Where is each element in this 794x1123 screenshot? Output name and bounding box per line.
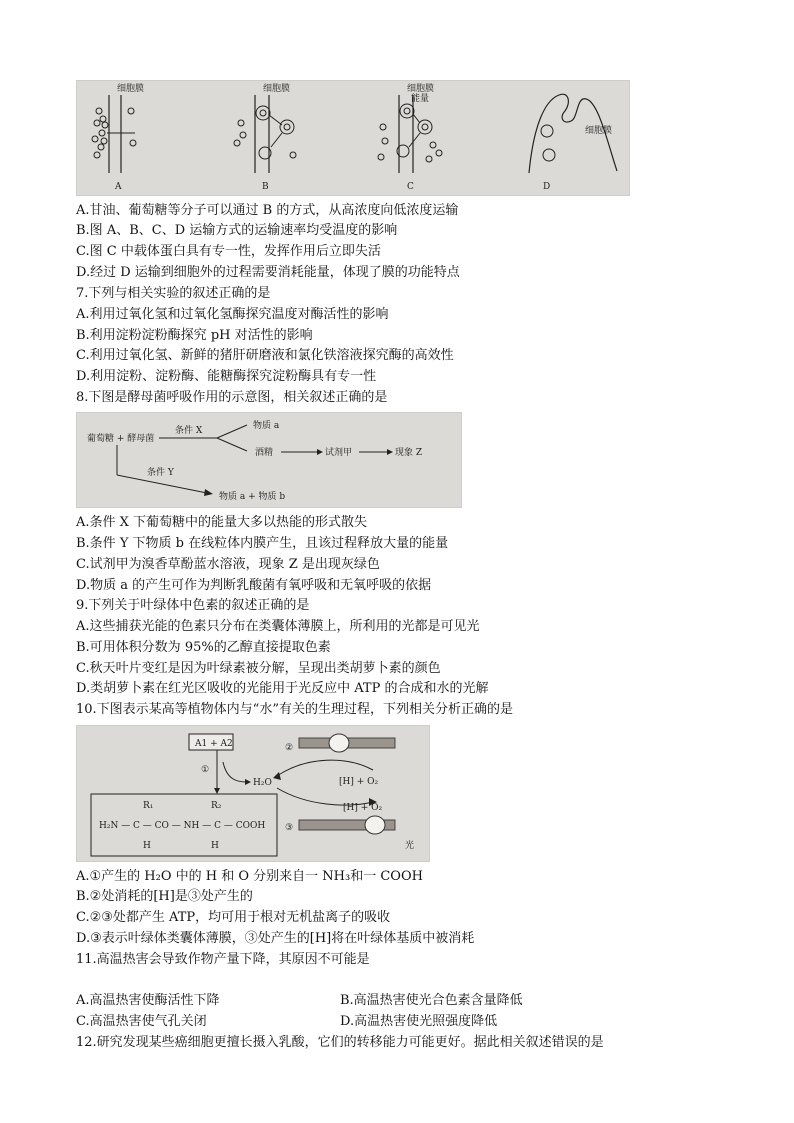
cond-x-label: 条件 X bbox=[175, 426, 203, 436]
panel-label-c: C bbox=[407, 182, 414, 192]
peptide-formula: H₂N — C — CO — NH — C — COOH bbox=[99, 821, 266, 831]
q7-option-b: B.利用淀粉淀粉酶探究 pH 对活性的影响 bbox=[76, 328, 313, 343]
q8-option-d: D.物质 a 的产生可作为判断乳酸菌有氧呼吸和无氧呼吸的依据 bbox=[76, 578, 432, 593]
q10-stem: 10.下图表示某高等植物体内与“水”有关的生理过程，下列相关分析正确的是 bbox=[76, 702, 513, 717]
q10-option-a: A.①产生的 H₂O 中的 H 和 O 分别来自一 NH₃和一 COOH bbox=[76, 869, 423, 884]
q9-option-b: B.可用体积分数为 95%的乙醇直接提取色素 bbox=[76, 640, 331, 655]
q11-option-c: C.高温热害使气孔关闭 bbox=[76, 1014, 207, 1029]
membrane-transport-drawing bbox=[77, 81, 629, 195]
q7-option-c: C.利用过氧化氢、新鲜的猪肝研磨液和氯化铁溶液探究酶的高效性 bbox=[76, 348, 454, 363]
q11-stem: 11.高温热害会导致作物产量下降，其原因不可能是 bbox=[76, 952, 370, 967]
start-label: 葡萄糖 + 酵母菌 bbox=[87, 434, 155, 444]
membrane-label-d: 细胞膜 bbox=[585, 126, 613, 136]
circle-2-label: ② bbox=[285, 743, 294, 753]
phenomenon-label: 现象 Z bbox=[395, 448, 423, 458]
panel-label-d: D bbox=[543, 182, 551, 192]
q8-stem: 8.下图是酵母菌呼吸作用的示意图，相关叙述正确的是 bbox=[76, 390, 388, 405]
hplus-bottom-label: [H] + O₂ bbox=[343, 803, 383, 813]
q8-option-b: B.条件 Y 下物质 b 在线粒体内膜产生，且该过程释放大量的能量 bbox=[76, 536, 449, 551]
q11-option-d: D.高温热害使光照强度降低 bbox=[340, 1014, 498, 1029]
q7-option-a: A.利用过氧化氢和过氧化氢酶探究温度对酶活性的影响 bbox=[76, 307, 389, 322]
q9-stem: 9.下列关于叶绿体中色素的叙述正确的是 bbox=[76, 598, 310, 613]
q9-option-d: D.类胡萝卜素在红光区吸收的光能用于光反应中 ATP 的合成和水的光解 bbox=[76, 681, 489, 696]
energy-label: 能量 bbox=[411, 94, 430, 104]
box-label: A1 + A2 bbox=[195, 739, 233, 749]
h-left-label: H bbox=[143, 841, 151, 851]
q6-option-b: B.图 A、B、C、D 运输方式的运输速率均受温度的影响 bbox=[76, 223, 398, 238]
q8-option-c: C.试剂甲为溴香草酚蓝水溶液，现象 Z 是出现灰绿色 bbox=[76, 557, 380, 572]
light-label: 光 bbox=[405, 841, 415, 851]
yeast-respiration-figure bbox=[76, 412, 462, 508]
q7-stem: 7.下列与相关实验的叙述正确的是 bbox=[76, 286, 271, 301]
q11-option-a: A.高温热害使酶活性下降 bbox=[76, 993, 220, 1008]
water-process-figure bbox=[76, 725, 430, 862]
panel-label-a: A bbox=[115, 182, 122, 192]
q6-option-c: C.图 C 中载体蛋白具有专一性，发挥作用后立即失活 bbox=[76, 244, 381, 259]
hplus-top-label: [H] + O₂ bbox=[339, 777, 379, 787]
alcohol-label: 酒精 bbox=[255, 448, 274, 458]
reagent-label: 试剂甲 bbox=[325, 448, 353, 458]
cond-y-label: 条件 Y bbox=[147, 468, 174, 478]
q10-option-c: C.②③处都产生 ATP，均可用于根对无机盐离子的吸收 bbox=[76, 910, 391, 925]
q6-option-a: A.甘油、葡萄糖等分子可以通过 B 的方式，从高浓度向低浓度运输 bbox=[76, 203, 459, 218]
q11-option-b: B.高温热害使光合色素含量降低 bbox=[340, 993, 523, 1008]
h-right-label: H bbox=[211, 841, 219, 851]
q6-option-d: D.经过 D 运输到细胞外的过程需要消耗能量，体现了膜的功能特点 bbox=[76, 265, 460, 280]
panel-label-b: B bbox=[262, 182, 269, 192]
r2-label: R₂ bbox=[211, 801, 222, 811]
q8-option-a: A.条件 X 下葡萄糖中的能量大多以热能的形式散失 bbox=[76, 515, 368, 530]
q7-option-d: D.利用淀粉、淀粉酶、能糖酶探究淀粉酶具有专一性 bbox=[76, 369, 377, 384]
q10-option-b: B.②处消耗的[H]是③处产生的 bbox=[76, 889, 253, 904]
membrane-label-c: 细胞膜 bbox=[407, 84, 435, 94]
water-process-drawing bbox=[77, 726, 429, 861]
yeast-respiration-drawing bbox=[77, 413, 461, 507]
circle-3-label: ③ bbox=[285, 823, 294, 833]
membrane-label-a: 细胞膜 bbox=[117, 84, 145, 94]
membrane-label-b: 细胞膜 bbox=[263, 84, 291, 94]
q9-option-a: A.这些捕获光能的色素只分布在类囊体薄膜上，所利用的光都是可见光 bbox=[76, 619, 480, 634]
q12-stem: 12.研究发现某些癌细胞更擅长摄入乳酸，它们的转移能力可能更好。据此相关叙述错误的是 bbox=[76, 1035, 604, 1050]
membrane-transport-figure bbox=[76, 80, 630, 196]
q10-option-d: D.③表示叶绿体类囊体薄膜，③处产生的[H]将在叶绿体基质中被消耗 bbox=[76, 931, 475, 946]
substance-a-label: 物质 a bbox=[253, 421, 280, 431]
products-label: 物质 a + 物质 b bbox=[219, 492, 286, 502]
q9-option-c: C.秋天叶片变红是因为叶绿素被分解，呈现出类胡萝卜素的颜色 bbox=[76, 661, 441, 676]
circle-1-label: ① bbox=[201, 765, 210, 775]
water-label: H₂O bbox=[253, 778, 272, 788]
r1-label: R₁ bbox=[143, 801, 154, 811]
